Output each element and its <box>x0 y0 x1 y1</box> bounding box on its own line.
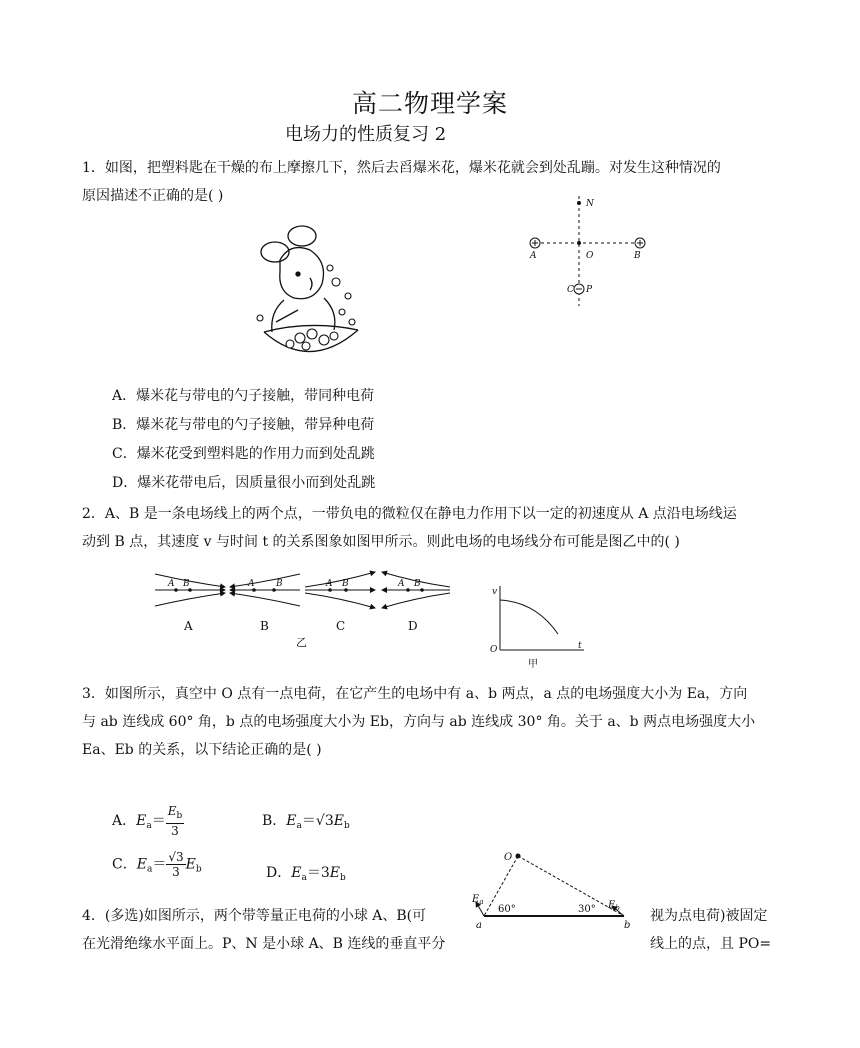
q1-label-b: B <box>634 251 641 261</box>
q2-d-point-b: B <box>414 579 421 589</box>
q3-label-a: a <box>476 920 482 931</box>
q1-label-a: A <box>530 251 537 261</box>
q1-label-o: O <box>586 251 594 261</box>
q2-field-label-c: C <box>336 619 346 633</box>
q4-line2-left: 在光滑绝缘水平面上。P、N 是小球 A、B 连线的垂直平分 <box>82 936 446 952</box>
q2-d-point-a: A <box>398 579 405 589</box>
q4-line2-right: 线上的点，且 PO= <box>650 936 772 952</box>
q3-label-ea: $E_a$ <box>472 894 484 906</box>
q3-option-a-label: A． <box>112 813 137 829</box>
q1-label-n: N <box>586 199 594 209</box>
q3-option-d: D．$E_a=3E_b$ <box>266 865 346 883</box>
q1-option-b: B．爆米花与带电的勺子接触，带异种电荷 <box>112 417 375 433</box>
q3-stem-line1: 3．如图所示，真空中 O 点有一点电荷，在它产生的电场中有 a、b 两点，a 点的电场强度大小为 Ea，方向 <box>82 686 748 702</box>
q3-stem-line2: 与 ab 连线成 60° 角，b 点的电场强度大小为 Eb，方向与 ab 连线成 30° 角。关于 a、b 两点电场强度大小 <box>82 714 756 730</box>
q2-graph-v: v <box>492 587 498 597</box>
q2-stem-line2: 动到 B 点，其速度 v 与时间 t 的关系图象如图甲所示。则此电场的电场线分布可能是图乙中的( ) <box>82 534 680 550</box>
q2-graph-o: O <box>490 645 498 655</box>
q3-option-b-label: B． <box>262 813 287 829</box>
q2-figure-yi: 乙 <box>296 636 307 648</box>
q4-line1-right: 视为点电荷)被固定 <box>650 908 768 924</box>
q4-text-left <box>82 902 445 958</box>
q1-option-a: A．爆米花与带电的勺子接触，带同种电荷 <box>112 388 375 404</box>
page-subtitle: 电场力的性质复习 2 <box>285 124 447 145</box>
q2-field-lines-figure <box>150 568 460 648</box>
q2-b-point-a: A <box>248 579 255 589</box>
q1-option-c: C．爆米花受到塑料匙的作用力而到处乱跳 <box>112 446 375 462</box>
q2-graph-t: t <box>578 641 582 651</box>
q1-stem <box>82 154 782 210</box>
q4-text-right <box>650 902 771 958</box>
q4-line1-left: 4．(多选)如图所示，两个带等量正电荷的小球 A、B(可 <box>82 908 427 924</box>
q2-field-label-d: D <box>408 619 418 633</box>
q2-field-label-a: A <box>184 619 193 633</box>
q2-figure-jia: 甲 <box>528 659 538 670</box>
q3-option-d-label: D． <box>266 865 292 881</box>
q1-option-d: D．爆米花带电后，因质量很小而到处乱跳 <box>112 475 376 491</box>
q1-stem-line2: 原因描述不正确的是( ) <box>82 188 224 204</box>
q3-label-eb: $E_b$ <box>608 900 620 912</box>
q2-c-point-a: A <box>326 579 333 589</box>
q3-option-c: C．$E_a=$ $\frac{√3}{3}$ $E_b$ <box>112 850 202 879</box>
q2-c-point-b: B <box>342 579 349 589</box>
q3-label-o: O <box>504 852 513 863</box>
q1-label-c: C <box>567 285 574 295</box>
q3-option-c-label: C． <box>112 856 137 873</box>
page-title: 高二物理学案 <box>351 89 508 118</box>
q3-option-a: A．$E_a=$ $\frac{E_b}{3}$ <box>112 804 183 838</box>
q2-stem-line1: 2．A、B 是一条电场线上的两个点，一带负电的微粒仅在静电力作用下以一定的初速度从 A 点沿电场线运 <box>82 506 737 522</box>
q3-label-b: b <box>624 920 631 931</box>
q3-stem-line3: Ea、Eb 的关系，以下结论正确的是( ) <box>82 742 322 758</box>
q1-charge-figure <box>520 194 660 312</box>
q2-b-point-b: B <box>276 579 283 589</box>
q3-angle-a: 60° <box>498 904 516 915</box>
q2-stem <box>82 500 782 556</box>
q2-field-label-b: B <box>260 619 269 633</box>
q2-a-point-b: B <box>183 579 190 589</box>
q2-a-point-a: A <box>168 579 175 589</box>
q2-vt-graph <box>488 584 588 670</box>
q3-option-b: B．$E_a=√3E_b$ <box>262 813 350 831</box>
q1-label-p: P <box>586 285 593 295</box>
q1-stem-line1: 1．如图，把塑料匙在干燥的布上摩擦几下，然后去舀爆米花，爆米花就会到处乱蹦。对发生这种情况的 <box>82 160 721 176</box>
q3-angle-b: 30° <box>578 904 596 915</box>
q3-stem <box>82 680 782 764</box>
q3-triangle-figure <box>468 846 644 936</box>
popcorn-girl-illustration <box>240 222 380 372</box>
